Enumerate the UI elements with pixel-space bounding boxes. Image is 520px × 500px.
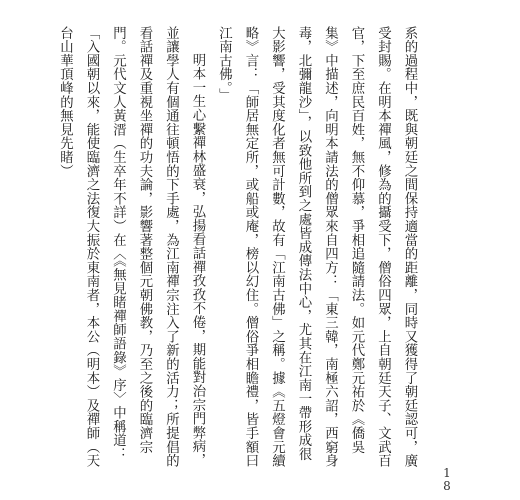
paragraph-2: 明本一生心繫禪林盛衰，弘揚看話禪孜孜不倦，期能對治宗門弊病，並讓學人有個通往頓悟的下手處，為江南禪宗注入了新的活力；所提倡的看話禪及重視坐禪的功夫論，影響著整個元朝佛教，乃至之後的臨濟宗門。元代文人黃溍（生卒年不詳）在〈《無見睹禪師語錄》序〉中稱道：「入國朝以來，能使臨濟之法復大振於東南者，本公（明本）及禪師（天台山華頂峰的無見先睹）: [57, 26, 205, 468]
page-number: 18: [440, 466, 454, 492]
vertical-text-block: [51, 26, 422, 471]
paragraph-1: 系的過程中，既與朝廷之間保持適當的距離，同時又獲得了朝廷認可，廣受封賜。在明本禪風，修為的攝受下，僧俗四眾，上自朝廷天子、文武百官，下至庶民百姓，無不仰慕，爭相追隨請法。如元代鄭元祐於《僑吳集》中描述，向明本請法的僧眾來自四方：「東三韓，南極六詔，西窮身毒，北彌龍沙」，以致他所到之處皆成傳法中心，尤其在江南一帶形成很大影響，受其度化者無可計數，故有「江南古佛」之稱。據《五燈會元續略》言：「師居無定所，或船或庵，榜以幻住。僧俗爭相瞻禮，皆手額曰江南古佛。」: [216, 26, 417, 468]
